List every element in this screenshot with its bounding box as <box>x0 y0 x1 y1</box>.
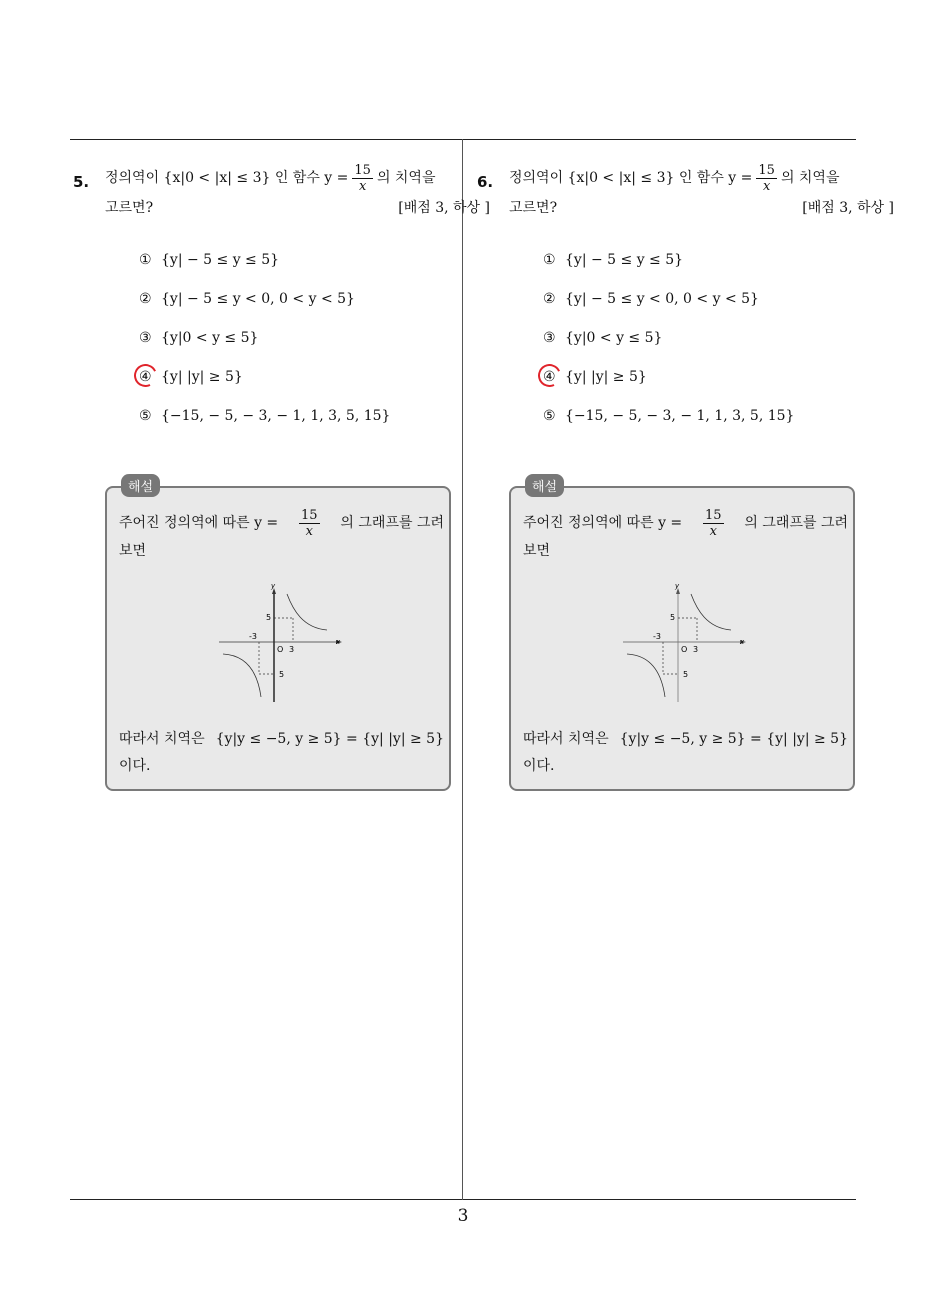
question-6 <box>477 160 894 435</box>
fraction-numerator: 15 <box>354 162 371 178</box>
fraction-numerator: 15 <box>705 507 722 523</box>
choice-mark: ① <box>543 251 556 268</box>
solution-text-after: 의 그래프를 그려 <box>744 514 848 531</box>
solution-line2: 보면 <box>523 543 551 559</box>
solution-conclusion <box>119 726 444 780</box>
hyperbola-graph <box>215 580 345 705</box>
solution-box <box>509 480 855 791</box>
prompt-text: 정의역이 {x|0 < |x| ≤ 3} 인 함수 y = <box>509 170 753 186</box>
choice-text: {y| − 5 ≤ y < 0, 0 < y < 5} <box>161 290 355 307</box>
choice-5[interactable] <box>543 396 894 435</box>
y-tick-pos: 5 <box>266 613 272 622</box>
conclusion-math: {y|y ≤ −5, y ≥ 5} = {y| |y| ≥ 5} <box>215 731 444 747</box>
solution-label: 해설 <box>121 474 160 497</box>
hyperbola-right-branch <box>691 594 731 630</box>
choice-3[interactable] <box>139 318 490 357</box>
solution-text: 주어진 정의역에 따른 y = <box>523 514 683 531</box>
choice-5[interactable] <box>139 396 490 435</box>
hyperbola-graph <box>619 580 749 705</box>
prompt-text-after: 의 치역을 <box>780 170 840 186</box>
question-prompt <box>477 160 894 220</box>
solution-box <box>105 480 451 791</box>
question-5 <box>73 160 490 435</box>
prompt-text: 정의역이 {x|0 < |x| ≤ 3} 인 함수 y = <box>105 170 349 186</box>
choice-text: {y| − 5 ≤ y ≤ 5} <box>565 251 684 268</box>
solution-line2: 보면 <box>119 543 147 559</box>
y-axis-label: y <box>675 582 680 590</box>
choice-text: {−15, − 5, − 3, − 1, 1, 3, 5, 15} <box>161 407 391 424</box>
hyperbola-right-branch <box>287 594 327 630</box>
conclusion-text: 따라서 치역은 <box>523 731 609 747</box>
choice-mark: ③ <box>543 329 556 346</box>
prompt-line2: 고르면? <box>105 200 154 216</box>
x-axis-label: x <box>740 638 745 646</box>
choice-mark: ① <box>139 251 152 268</box>
x-tick-pos: 3 <box>693 645 699 654</box>
prompt-line2: 고르면? <box>509 200 558 216</box>
x-axis-label: x <box>336 638 341 646</box>
choice-text: {−15, − 5, − 3, − 1, 1, 3, 5, 15} <box>565 407 795 424</box>
conclusion-line2: 이다. <box>119 758 151 774</box>
x-tick-neg: -3 <box>653 632 661 641</box>
fraction <box>352 163 373 194</box>
fraction-numerator: 15 <box>758 162 775 178</box>
solution-label: 해설 <box>525 474 564 497</box>
answer-circle-icon <box>535 361 564 390</box>
choice-4[interactable] <box>139 357 490 396</box>
fraction-denominator: x <box>762 178 771 194</box>
y-tick-pos: 5 <box>670 613 676 622</box>
prompt-text-after: 의 치역을 <box>376 170 436 186</box>
hyperbola-left-branch <box>223 654 261 697</box>
choice-mark: ② <box>139 290 152 307</box>
question-prompt <box>73 160 490 220</box>
choice-mark: ③ <box>139 329 152 346</box>
origin-label: O <box>277 645 284 654</box>
fraction-denominator: x <box>358 178 367 194</box>
choice-mark: ⑤ <box>139 407 152 424</box>
choice-2[interactable] <box>543 279 894 318</box>
choice-list <box>139 240 490 435</box>
conclusion-text: 따라서 치역은 <box>119 731 205 747</box>
choice-mark: ④ <box>543 368 556 385</box>
solution-text: 주어진 정의역에 따른 y = <box>119 514 279 531</box>
hyperbola-left-branch <box>627 654 665 697</box>
choice-text: {y|0 < y ≤ 5} <box>565 329 663 346</box>
solution-intro <box>523 508 848 565</box>
choice-4[interactable] <box>543 357 894 396</box>
solution-text-after: 의 그래프를 그려 <box>340 514 444 531</box>
score-label: [배점 3, 하상 ] <box>802 200 894 216</box>
choice-2[interactable] <box>139 279 490 318</box>
conclusion-line2: 이다. <box>523 758 555 774</box>
fraction-numerator: 15 <box>301 507 318 523</box>
question-number: 5. <box>73 173 90 191</box>
choice-1[interactable] <box>543 240 894 279</box>
score-label: [배점 3, 하상 ] <box>398 200 490 216</box>
choice-text: {y| |y| ≥ 5} <box>161 368 243 385</box>
choice-text: {y|0 < y ≤ 5} <box>161 329 259 346</box>
fraction-denominator: x <box>305 523 313 539</box>
choice-text: {y| − 5 ≤ y ≤ 5} <box>161 251 280 268</box>
fraction-denominator: x <box>709 523 717 539</box>
x-tick-pos: 3 <box>289 645 295 654</box>
solution-conclusion <box>523 726 848 780</box>
fraction <box>756 163 777 194</box>
answer-circle-icon <box>131 361 160 390</box>
conclusion-math: {y|y ≤ −5, y ≥ 5} = {y| |y| ≥ 5} <box>619 731 848 747</box>
fraction <box>703 508 724 539</box>
y-tick-neg: 5 <box>279 670 285 679</box>
y-tick-neg: 5 <box>683 670 689 679</box>
top-rule <box>70 139 856 140</box>
choice-mark: ④ <box>139 368 152 385</box>
choice-3[interactable] <box>543 318 894 357</box>
bottom-rule <box>70 1199 856 1200</box>
y-axis-label: y <box>271 582 276 590</box>
x-tick-neg: -3 <box>249 632 257 641</box>
choice-text: {y| |y| ≥ 5} <box>565 368 647 385</box>
solution-intro <box>119 508 444 565</box>
choice-1[interactable] <box>139 240 490 279</box>
page-number: 3 <box>457 1206 469 1226</box>
origin-label: O <box>681 645 688 654</box>
choice-list <box>543 240 894 435</box>
question-number: 6. <box>477 173 494 191</box>
fraction <box>299 508 320 539</box>
choice-mark: ② <box>543 290 556 307</box>
choice-mark: ⑤ <box>543 407 556 424</box>
choice-text: {y| − 5 ≤ y < 0, 0 < y < 5} <box>565 290 759 307</box>
